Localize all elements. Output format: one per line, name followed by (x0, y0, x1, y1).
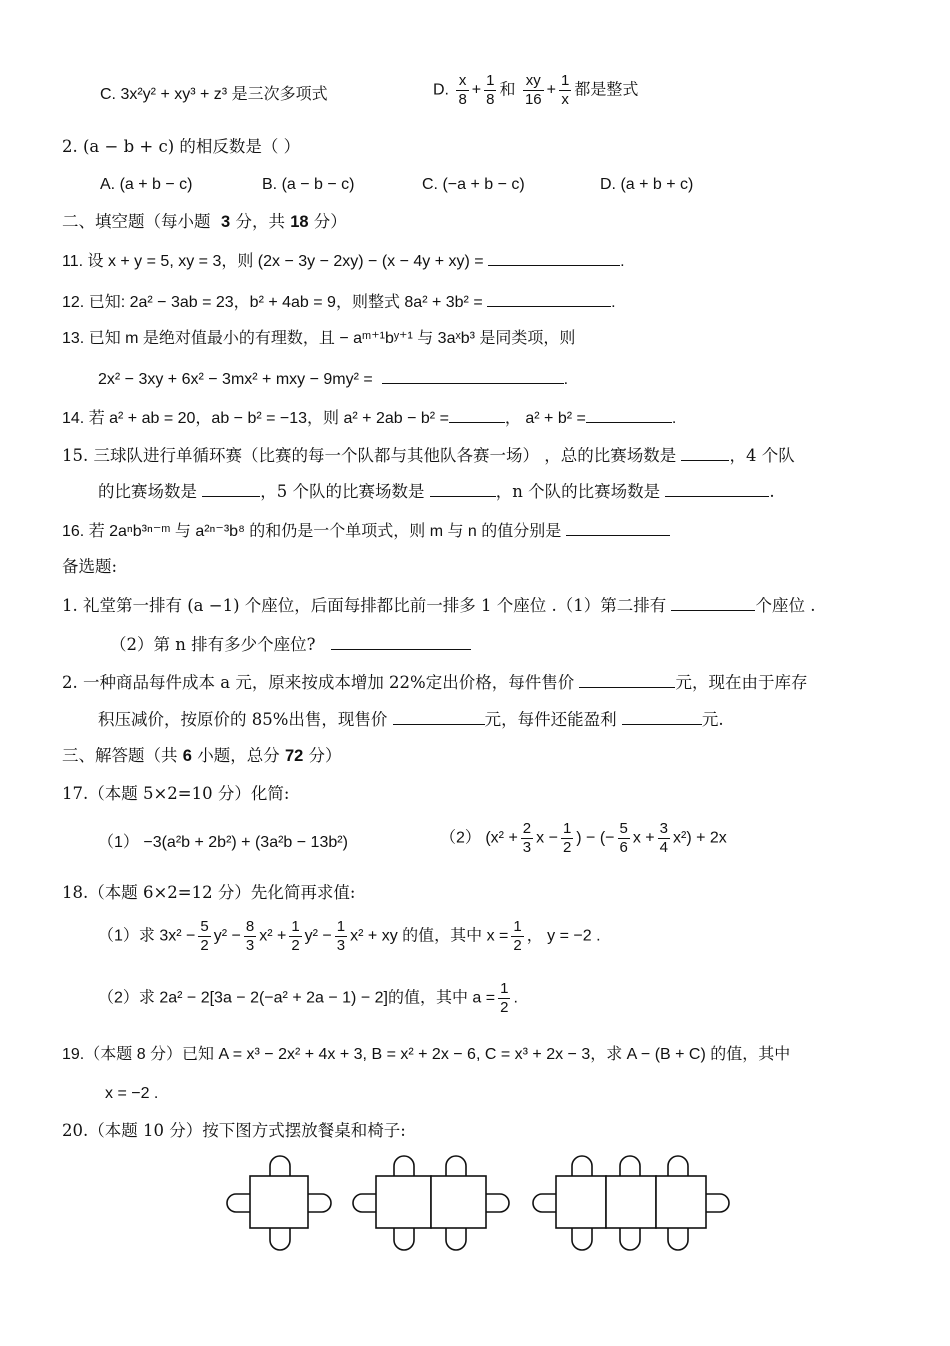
chair (620, 1156, 640, 1178)
fraction: $\frac{1}{x}$ (560, 72, 570, 108)
table (250, 1176, 308, 1228)
answer-blank[interactable] (202, 480, 260, 497)
q2-option-c: C. (−a + b − c) (422, 176, 525, 193)
q1-option-c: C. 3x²y² + xy³ + z³ 是三次多项式 (100, 86, 328, 103)
section-title: 三、解答题（共 6 小题，总分 72 分） (62, 746, 342, 765)
alt1-line1: 1. 礼堂第一排有 (a −1) 个座位，后面每排都比前一排多 1 个座位 .（1）第二排有 个座位 . (62, 596, 816, 615)
q1-option-d: D. $\frac{x}{8}$ + $\frac{1}{8}$ 和 $\frac{xy}{16}$ + $\frac{1}{x}$ 都是整式 (433, 72, 639, 108)
chair (620, 1228, 640, 1250)
q19-line2: x = −2 . (105, 1085, 159, 1102)
answer-blank[interactable] (665, 480, 769, 497)
single-table-arrangement (227, 1156, 331, 1250)
fraction: $\frac{x}{8}$ (458, 72, 467, 108)
q18-part1: （1）求 3x² − $\frac{5}{2}$ y² − $\frac{8}{3}$ x² + $\frac{1}{2}$ y² − $\frac{1}{3}$ x² + xy 的值，其中 x = $\frac{1}{2}$ ， y = −2 . (98, 918, 601, 954)
table (656, 1176, 706, 1228)
table-chair-figure (226, 1150, 738, 1254)
answer-blank[interactable] (382, 367, 564, 384)
chair (446, 1228, 466, 1250)
and-text: 和 (499, 81, 516, 99)
chair (486, 1194, 509, 1212)
q17-stem: 17.（本题 5×2=10 分）化简: (62, 784, 290, 803)
q11: 11. 设 x + y = 5, xy = 3，则 (2x − 3y − 2xy) − (x − 4y + xy) = . (62, 249, 625, 273)
q17-part2: （2） (x² + $\frac{2}{3}$ x − $\frac{1}{2}$ ) − (− $\frac{5}{6}$ x + $\frac{3}{4}$ x²) + 2x (440, 820, 727, 856)
d-suffix: 都是整式 (574, 81, 639, 99)
answer-blank[interactable] (430, 480, 496, 497)
answer-blank[interactable] (681, 444, 729, 461)
q13-line1: 13. 已知 m 是绝对值最小的有理数，且 − aᵐ⁺¹bʸ⁺¹ 与 3aˣb³ 是同类项，则 (62, 330, 576, 347)
q17-part1: （1） −3(a²b + 2b²) + (3a²b − 13b²) (98, 834, 348, 851)
chair (270, 1156, 290, 1178)
chair (706, 1194, 729, 1212)
chair (572, 1228, 592, 1250)
three-table-arrangement (533, 1156, 729, 1250)
two-table-arrangement (353, 1156, 509, 1250)
chair (270, 1228, 290, 1250)
chair (394, 1228, 414, 1250)
q16: 16. 若 2aⁿb³ⁿ⁻ᵐ 与 a²ⁿ⁻³b⁸ 的和仍是一个单项式，则 m 与 n 的值分别是 (62, 519, 670, 543)
chair (308, 1194, 331, 1212)
section-title: 二、填空题（每小题 3 分，共 18 分） (62, 212, 347, 231)
q1-d-prefix: D. (433, 81, 449, 99)
chair (353, 1194, 376, 1212)
chair (572, 1156, 592, 1178)
q13-line2: 2x² − 3xy + 6x² − 3mx² + mxy − 9my² = . (98, 367, 568, 391)
q18-part2: （2）求 2a² − 2[3a − 2(−a² + 2a − 1) − 2]的值，其中 a = $\frac{1}{2}$ . (98, 980, 518, 1016)
answer-blank[interactable] (393, 708, 485, 725)
answer-blank[interactable] (487, 290, 611, 307)
q2-stem: 2. (a − b + c) 的相反数是（ ） (62, 137, 301, 156)
answer-blank[interactable] (579, 671, 675, 688)
q15-line1: 15. 三球队进行单循环赛（比赛的每一个队都与其他队各赛一场） ，总的比赛场数是 ，4 个队 (62, 446, 795, 465)
q20-stem: 20.（本题 10 分）按下图方式摆放餐桌和椅子: (62, 1121, 406, 1140)
chair (668, 1228, 688, 1250)
q12: 12. 已知: 2a² − 3ab = 23，b² + 4ab = 9，则整式 8a² + 3b² = . (62, 290, 616, 314)
table (376, 1176, 431, 1228)
alt1-line2: （2）第 n 排有多少个座位? (110, 633, 471, 656)
chair (394, 1156, 414, 1178)
q15-line2: 的比赛场数是 ，5 个队的比赛场数是 ，n 个队的比赛场数是 . (98, 482, 775, 501)
answer-blank[interactable] (586, 406, 672, 423)
alt2-line2: 积压减价，按原价的 85%出售，现售价 元，每件还能盈利 元. (98, 710, 724, 729)
fraction: $\frac{1}{8}$ (486, 72, 495, 108)
chair (533, 1194, 556, 1212)
answer-blank[interactable] (488, 249, 620, 266)
q14: 14. 若 a² + ab = 20，ab − b² = −13，则 a² + 2ab − b² = ， a² + b² = . (62, 406, 676, 430)
table (556, 1176, 606, 1228)
q2-option-a: A. (a + b − c) (100, 176, 193, 193)
q2-option-d: D. (a + b + c) (600, 176, 694, 193)
answer-blank[interactable] (622, 708, 702, 725)
alt2-line1: 2. 一种商品每件成本 a 元，原来按成本增加 22%定出价格，每件售价 元，现在由于库存 (62, 673, 808, 692)
chair (668, 1156, 688, 1178)
q18-stem: 18.（本题 6×2=12 分）先化简再求值: (62, 883, 356, 902)
q19-line1: 19.（本题 8 分）已知 A = x³ − 2x² + 4x + 3, B = x² + 2x − 6, C = x³ + 2x − 3，求 A − (B + C) 的值，其中 (62, 1046, 791, 1063)
table (431, 1176, 486, 1228)
answer-blank[interactable] (331, 633, 471, 650)
answer-blank[interactable] (566, 519, 670, 536)
fraction: $\frac{xy}{16}$ (524, 72, 542, 108)
table (606, 1176, 656, 1228)
chair (227, 1194, 250, 1212)
answer-blank[interactable] (671, 594, 755, 611)
answer-blank[interactable] (449, 406, 505, 423)
q2-option-b: B. (a − b − c) (262, 176, 355, 193)
alt-title: 备选题: (62, 557, 118, 576)
chair (446, 1156, 466, 1178)
